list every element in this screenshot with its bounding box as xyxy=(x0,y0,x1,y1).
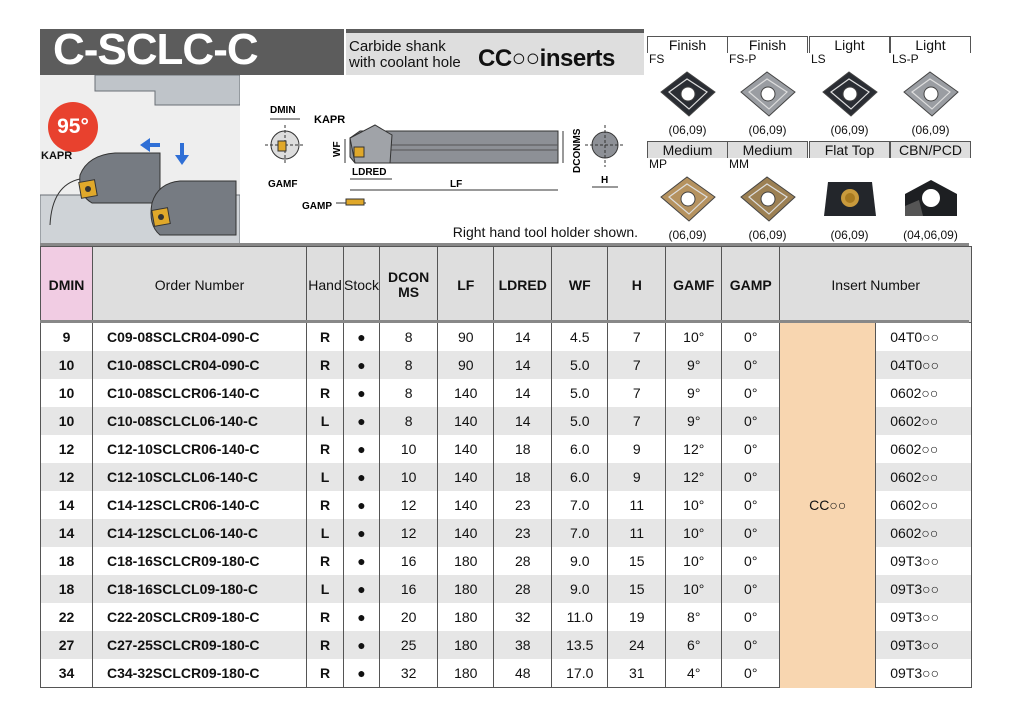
cell-dmin: 12 xyxy=(41,463,93,491)
insert-category-header: Finish xyxy=(647,36,728,53)
subtitle-line-2: with coolant hole xyxy=(349,54,461,71)
cell-stock: ● xyxy=(344,659,380,688)
cell-dmin: 18 xyxy=(41,575,93,603)
insert-chipbreaker-code: FS xyxy=(649,52,665,66)
cell-insert-number: 09T3○○ xyxy=(876,547,972,575)
cell-hand: R xyxy=(307,435,344,463)
insert-image xyxy=(890,65,971,123)
cell-dconms: 12 xyxy=(380,491,438,519)
table-row xyxy=(41,323,972,352)
cell-order-number: C14-12SCLCR06-140-C xyxy=(93,491,307,519)
cell-ldred: 18 xyxy=(494,435,552,463)
cell-ldred: 38 xyxy=(494,631,552,659)
insert-card xyxy=(890,36,971,137)
cell-stock: ● xyxy=(344,547,380,575)
cell-dconms: 16 xyxy=(380,547,438,575)
cell-h: 7 xyxy=(608,323,666,352)
cell-hand: R xyxy=(307,547,344,575)
insert-size-codes: (06,09) xyxy=(830,228,869,242)
table-header-divider xyxy=(40,320,969,323)
cell-dconms: 8 xyxy=(380,351,438,379)
cell-gamp: 0° xyxy=(722,519,780,547)
cell-lf: 140 xyxy=(438,519,494,547)
kapr-label-left: KAPR xyxy=(41,150,73,162)
cell-ldred: 32 xyxy=(494,603,552,631)
cell-order-number: C10-08SCLCR04-090-C xyxy=(93,351,307,379)
cell-wf: 6.0 xyxy=(552,463,608,491)
cell-ldred: 18 xyxy=(494,463,552,491)
schematic-drawing xyxy=(240,75,644,245)
cell-lf: 140 xyxy=(438,491,494,519)
insert-size-codes: (06,09) xyxy=(668,228,707,242)
cell-lf: 90 xyxy=(438,323,494,352)
cell-lf: 180 xyxy=(438,631,494,659)
cell-ldred: 23 xyxy=(494,491,552,519)
lf-dim-label: LF xyxy=(450,179,463,190)
cell-lf: 140 xyxy=(438,379,494,407)
insert-chipbreaker-code xyxy=(809,158,890,170)
cell-stock: ● xyxy=(344,407,380,435)
col-header-gamf: GAMF xyxy=(666,247,722,323)
cell-ldred: 23 xyxy=(494,519,552,547)
cell-wf: 13.5 xyxy=(552,631,608,659)
cell-lf: 180 xyxy=(438,547,494,575)
insert-chipbreaker-code: MP xyxy=(649,157,667,171)
cell-order-number: C10-08SCLCR06-140-C xyxy=(93,379,307,407)
insert-chipbreaker-code: LS-P xyxy=(892,52,919,66)
cell-insert-number: 09T3○○ xyxy=(876,659,972,688)
cell-wf: 7.0 xyxy=(552,519,608,547)
boring-illustration xyxy=(40,75,240,245)
cell-insert-number: 0602○○ xyxy=(876,519,972,547)
cell-dconms: 20 xyxy=(380,603,438,631)
cell-dconms: 32 xyxy=(380,659,438,688)
cell-lf: 140 xyxy=(438,435,494,463)
cell-gamf: 9° xyxy=(666,407,722,435)
cell-order-number: C12-10SCLCR06-140-C xyxy=(93,435,307,463)
cell-wf: 5.0 xyxy=(552,351,608,379)
cell-lf: 140 xyxy=(438,463,494,491)
cell-lf: 180 xyxy=(438,659,494,688)
approach-angle-badge xyxy=(48,102,98,152)
cell-insert-number: 0602○○ xyxy=(876,435,972,463)
insert-category-header: Light xyxy=(809,36,890,53)
insert-category-header: Medium xyxy=(727,141,808,158)
cell-gamf: 6° xyxy=(666,631,722,659)
cell-ldred: 48 xyxy=(494,659,552,688)
cell-gamf: 12° xyxy=(666,435,722,463)
insert-image xyxy=(809,170,890,228)
cell-insert-number: 0602○○ xyxy=(876,407,972,435)
insert-chipbreaker-code: LS xyxy=(811,52,826,66)
cell-dconms: 12 xyxy=(380,519,438,547)
subtitle-line-1: Carbide shank xyxy=(349,38,446,55)
insert-category-header: CBN/PCD xyxy=(890,141,971,158)
insert-size-codes: (06,09) xyxy=(830,123,869,137)
cell-gamp: 0° xyxy=(722,603,780,631)
insert-image xyxy=(727,170,808,228)
col-header-order-number: Order Number xyxy=(93,247,307,323)
cell-stock: ● xyxy=(344,435,380,463)
col-header-gamp: GAMP xyxy=(722,247,780,323)
cell-gamf: 9° xyxy=(666,379,722,407)
cell-h: 19 xyxy=(608,603,666,631)
cell-insert-number: 04T0○○ xyxy=(876,323,972,352)
col-header-lf: LF xyxy=(438,247,494,323)
cell-dconms: 8 xyxy=(380,323,438,352)
col-header-insert-number: Insert Number xyxy=(780,247,972,323)
cell-stock: ● xyxy=(344,603,380,631)
insert-size-codes: (06,09) xyxy=(668,123,707,137)
cell-h: 7 xyxy=(608,351,666,379)
wf-dim-label: WF xyxy=(332,141,343,157)
cell-dmin: 9 xyxy=(41,323,93,352)
insert-type-label: CC○○inserts xyxy=(478,45,615,72)
cell-order-number: C34-32SCLCR09-180-C xyxy=(93,659,307,688)
cell-order-number: C22-20SCLCR09-180-C xyxy=(93,603,307,631)
dconms-dim-label: DCONMS xyxy=(572,128,583,173)
cell-gamf: 10° xyxy=(666,519,722,547)
cell-insert-family: CC○○ xyxy=(780,323,876,688)
cell-order-number: C27-25SCLCR09-180-C xyxy=(93,631,307,659)
col-header-dconms: DCON MS xyxy=(380,247,438,323)
cell-gamf: 9° xyxy=(666,351,722,379)
angle-badge-text: 95° xyxy=(57,115,89,138)
cell-gamp: 0° xyxy=(722,463,780,491)
cell-order-number: C12-10SCLCL06-140-C xyxy=(93,463,307,491)
insert-category-header: Finish xyxy=(727,36,808,53)
product-title-box xyxy=(40,25,344,75)
insert-image xyxy=(890,170,971,228)
cell-h: 31 xyxy=(608,659,666,688)
insert-size-codes: (04,06,09) xyxy=(903,228,958,242)
cell-stock: ● xyxy=(344,379,380,407)
cell-dmin: 18 xyxy=(41,547,93,575)
specification-table xyxy=(40,246,972,688)
cell-lf: 180 xyxy=(438,603,494,631)
cell-gamf: 8° xyxy=(666,603,722,631)
insert-size-codes: (06,09) xyxy=(911,123,950,137)
tool-holder-schematic xyxy=(240,75,644,245)
insert-size-codes: (06,09) xyxy=(748,123,787,137)
cell-gamp: 0° xyxy=(722,435,780,463)
cell-order-number: C18-16SCLCR09-180-C xyxy=(93,547,307,575)
cell-h: 11 xyxy=(608,519,666,547)
cell-stock: ● xyxy=(344,463,380,491)
col-header-wf: WF xyxy=(552,247,608,323)
cell-wf: 9.0 xyxy=(552,547,608,575)
insert-category-header: Medium xyxy=(647,141,728,158)
product-subtitle-box xyxy=(346,29,644,75)
insert-image xyxy=(809,65,890,123)
cell-order-number: C09-08SCLCR04-090-C xyxy=(93,323,307,352)
cell-lf: 140 xyxy=(438,407,494,435)
cell-dconms: 25 xyxy=(380,631,438,659)
insert-category-header: Flat Top xyxy=(809,141,890,158)
cell-h: 7 xyxy=(608,407,666,435)
cell-wf: 5.0 xyxy=(552,379,608,407)
cell-insert-number: 0602○○ xyxy=(876,491,972,519)
cell-h: 15 xyxy=(608,575,666,603)
cell-hand: R xyxy=(307,603,344,631)
cell-insert-number: 09T3○○ xyxy=(876,603,972,631)
cell-insert-number: 0602○○ xyxy=(876,379,972,407)
cell-hand: L xyxy=(307,519,344,547)
cell-gamf: 10° xyxy=(666,547,722,575)
cell-dconms: 16 xyxy=(380,575,438,603)
cell-wf: 7.0 xyxy=(552,491,608,519)
cell-dmin: 34 xyxy=(41,659,93,688)
cell-ldred: 28 xyxy=(494,575,552,603)
cell-gamp: 0° xyxy=(722,631,780,659)
insert-size-codes: (06,09) xyxy=(748,228,787,242)
cell-gamf: 4° xyxy=(666,659,722,688)
cell-hand: R xyxy=(307,323,344,352)
col-header-dmin: DMIN xyxy=(41,247,93,323)
h-dim-label: H xyxy=(601,175,609,186)
kapr-dim-label: KAPR xyxy=(314,114,346,126)
cell-lf: 90 xyxy=(438,351,494,379)
table-header-row xyxy=(41,247,972,323)
cell-gamf: 12° xyxy=(666,463,722,491)
dmin-dim-label: DMIN xyxy=(270,105,296,116)
cell-h: 7 xyxy=(608,379,666,407)
cell-gamp: 0° xyxy=(722,379,780,407)
product-title: C-SCLC-C xyxy=(53,25,258,74)
cell-order-number: C10-08SCLCL06-140-C xyxy=(93,407,307,435)
cell-wf: 9.0 xyxy=(552,575,608,603)
col-header-hand: Hand xyxy=(307,247,344,323)
col-header-ldred: LDRED xyxy=(494,247,552,323)
cell-h: 11 xyxy=(608,491,666,519)
cell-gamp: 0° xyxy=(722,547,780,575)
cell-lf: 180 xyxy=(438,575,494,603)
cell-dmin: 10 xyxy=(41,407,93,435)
cell-gamf: 10° xyxy=(666,491,722,519)
cell-hand: L xyxy=(307,463,344,491)
ldred-dim-label: LDRED xyxy=(352,167,387,178)
cell-hand: R xyxy=(307,659,344,688)
cell-gamf: 10° xyxy=(666,575,722,603)
cell-wf: 5.0 xyxy=(552,407,608,435)
cell-insert-number: 09T3○○ xyxy=(876,575,972,603)
cell-hand: R xyxy=(307,631,344,659)
insert-card xyxy=(809,36,890,137)
col-header-stock: Stock xyxy=(344,247,380,323)
insert-card xyxy=(647,141,728,242)
cell-stock: ● xyxy=(344,631,380,659)
cell-insert-number: 09T3○○ xyxy=(876,631,972,659)
table-body xyxy=(41,323,972,688)
cell-dconms: 10 xyxy=(380,435,438,463)
cell-dconms: 8 xyxy=(380,379,438,407)
cell-stock: ● xyxy=(344,351,380,379)
cell-hand: L xyxy=(307,575,344,603)
cell-hand: L xyxy=(307,407,344,435)
cell-h: 9 xyxy=(608,435,666,463)
cell-insert-number: 0602○○ xyxy=(876,463,972,491)
cell-dconms: 8 xyxy=(380,407,438,435)
cell-dmin: 10 xyxy=(41,379,93,407)
insert-chipbreaker-code: FS-P xyxy=(729,52,757,66)
insert-card xyxy=(809,141,890,242)
cell-dmin: 22 xyxy=(41,603,93,631)
cell-gamp: 0° xyxy=(722,351,780,379)
col-header-h: H xyxy=(608,247,666,323)
cell-dmin: 14 xyxy=(41,519,93,547)
insert-card xyxy=(647,36,728,137)
cell-hand: R xyxy=(307,351,344,379)
cell-ldred: 28 xyxy=(494,547,552,575)
cell-wf: 6.0 xyxy=(552,435,608,463)
cell-dmin: 14 xyxy=(41,491,93,519)
cell-h: 24 xyxy=(608,631,666,659)
gamp-dim-label: GAMP xyxy=(302,201,332,212)
insert-image xyxy=(727,65,808,123)
insert-image xyxy=(647,65,728,123)
insert-card xyxy=(890,141,971,242)
cell-ldred: 14 xyxy=(494,407,552,435)
cell-wf: 4.5 xyxy=(552,323,608,352)
insert-chipbreaker-code xyxy=(890,158,971,170)
right-hand-caption: Right hand tool holder shown. xyxy=(452,224,638,240)
cell-stock: ● xyxy=(344,519,380,547)
cell-h: 15 xyxy=(608,547,666,575)
cell-gamp: 0° xyxy=(722,323,780,352)
cell-hand: R xyxy=(307,379,344,407)
cell-dmin: 12 xyxy=(41,435,93,463)
cell-order-number: C14-12SCLCL06-140-C xyxy=(93,519,307,547)
cell-gamp: 0° xyxy=(722,407,780,435)
cell-insert-number: 04T0○○ xyxy=(876,351,972,379)
insert-card xyxy=(727,141,808,242)
cell-gamp: 0° xyxy=(722,575,780,603)
cell-gamp: 0° xyxy=(722,659,780,688)
insert-image xyxy=(647,170,728,228)
cell-ldred: 14 xyxy=(494,351,552,379)
insert-category-header: Light xyxy=(890,36,971,53)
cell-wf: 11.0 xyxy=(552,603,608,631)
cell-stock: ● xyxy=(344,323,380,352)
cell-gamp: 0° xyxy=(722,491,780,519)
cell-hand: R xyxy=(307,491,344,519)
cell-dmin: 27 xyxy=(41,631,93,659)
insert-chipbreaker-code: MM xyxy=(729,157,749,171)
cell-gamf: 10° xyxy=(666,323,722,352)
cell-stock: ● xyxy=(344,491,380,519)
cell-ldred: 14 xyxy=(494,379,552,407)
cell-wf: 17.0 xyxy=(552,659,608,688)
cell-stock: ● xyxy=(344,575,380,603)
gamf-dim-label: GAMF xyxy=(268,179,298,190)
cell-ldred: 14 xyxy=(494,323,552,352)
cell-h: 9 xyxy=(608,463,666,491)
cell-dconms: 10 xyxy=(380,463,438,491)
insert-card xyxy=(727,36,808,137)
cell-dmin: 10 xyxy=(41,351,93,379)
cell-order-number: C18-16SCLCL09-180-C xyxy=(93,575,307,603)
